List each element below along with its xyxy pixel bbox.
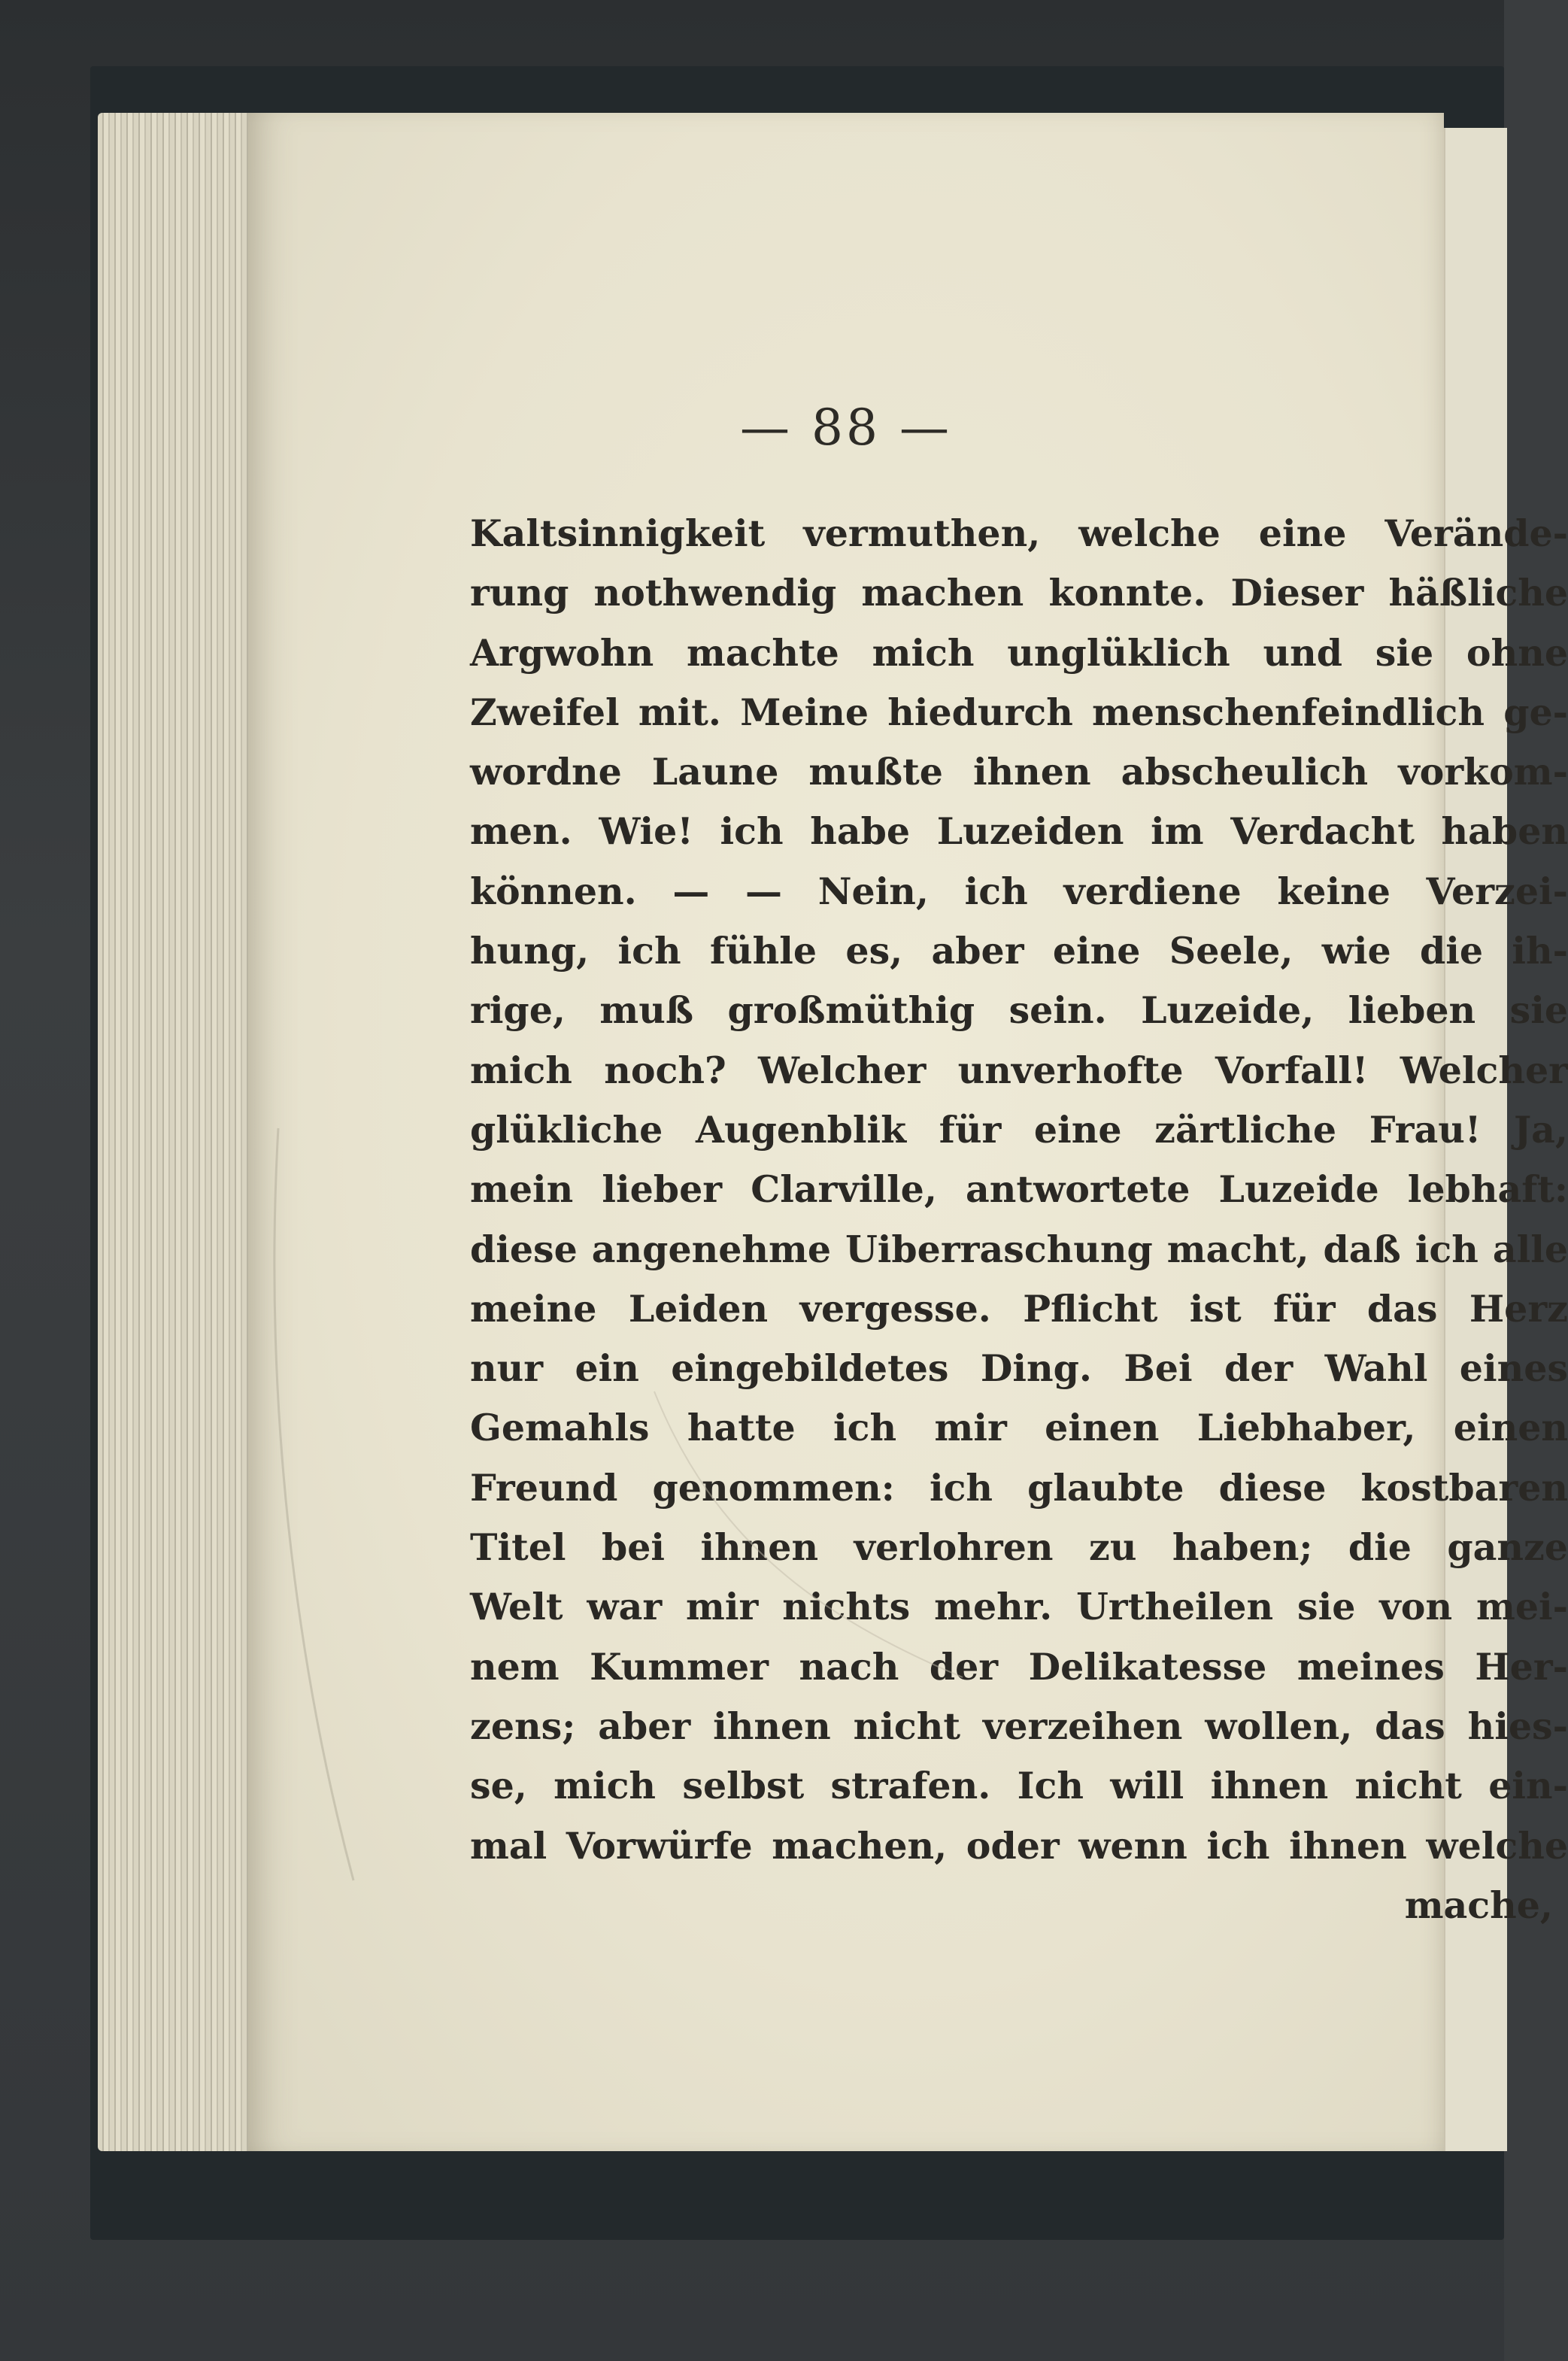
body-text <box>470 504 1568 1935</box>
text-line: nem Kummer nach der Delikatesse meines Her- <box>470 1644 1568 1689</box>
text-line: meine Leiden vergesse. Pflicht ist für das Herz <box>470 1286 1568 1331</box>
text-line: mal Vorwürfe machen, oder wenn ich ihnen welche <box>470 1823 1568 1868</box>
text-line: zens; aber ihnen nicht verzeihen wollen, das hies- <box>470 1704 1568 1748</box>
page-number: — 88 — <box>740 399 952 457</box>
text-line: mein lieber Clarville, antwortete Luzeide lebhaft: <box>470 1167 1568 1212</box>
text-line: diese angenehme Uiberraschung macht, daß ich alle <box>470 1227 1568 1271</box>
text-line: Freund genommen: ich glaubte diese kostbaren <box>470 1465 1568 1510</box>
text-line: glükliche Augenblik für eine zärtliche Frau! Ja, <box>470 1107 1568 1152</box>
catchword: mache, <box>1404 1883 1553 1927</box>
text-line: Gemahls hatte ich mir einen Liebhaber, einen <box>470 1406 1568 1450</box>
book-page <box>248 113 1568 2151</box>
text-line: men. Wie! ich habe Luzeiden im Verdacht haben <box>470 809 1568 854</box>
text-line: hung, ich fühle es, aber eine Seele, wie die ih- <box>470 929 1568 973</box>
text-line: Zweifel mit. Meine hiedurch menschenfeindlich ge- <box>470 690 1568 734</box>
text-line: wordne Laune mußte ihnen abscheulich vorkom- <box>470 750 1568 794</box>
text-line: se, mich selbst strafen. Ich will ihnen nicht ein- <box>470 1764 1568 1808</box>
text-line: Argwohn machte mich unglüklich und sie ohne <box>470 630 1568 675</box>
text-line: Kaltsinnigkeit vermuthen, welche eine Verände- <box>470 511 1568 555</box>
text-line: nur ein eingebildetes Ding. Bei der Wahl eines <box>470 1346 1568 1391</box>
text-line: mich noch? Welcher unverhofte Vorfall! Welcher <box>470 1048 1568 1092</box>
text-line: Welt war mir nichts mehr. Urtheilen sie von mei- <box>470 1585 1568 1629</box>
text-line: rige, muß großmüthig sein. Luzeide, lieben sie <box>470 988 1568 1033</box>
text-line: rung nothwendig machen konnte. Dieser häßliche <box>470 571 1568 615</box>
text-line: können. — — Nein, ich verdiene keine Verzei- <box>470 869 1568 913</box>
text-line: Titel bei ihnen verlohren zu haben; die ganze <box>470 1525 1568 1570</box>
